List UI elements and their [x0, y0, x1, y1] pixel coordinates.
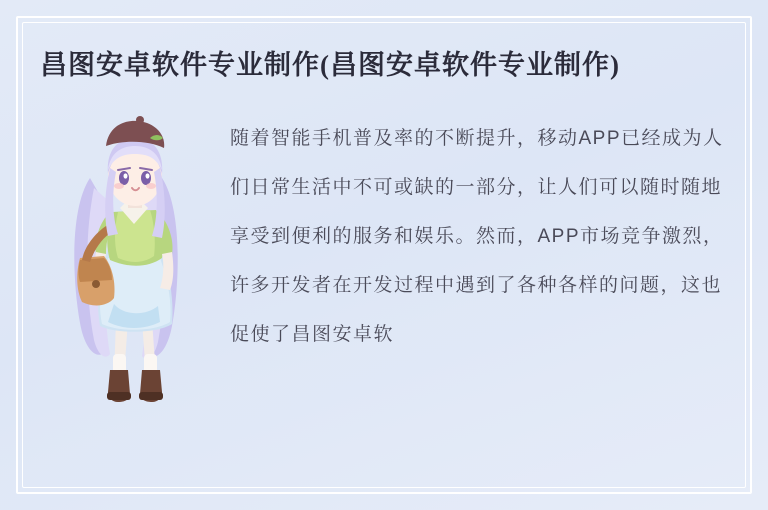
article-body [40, 108, 728, 438]
illustration-svg [50, 108, 220, 418]
article-content [40, 44, 728, 480]
anime-girl-illustration [50, 108, 220, 418]
page-title: 昌图安卓软件专业制作(昌图安卓软件专业制作) [40, 50, 620, 80]
article-paragraph: 随着智能手机普及率的不断提升，移动APP已经成为人们日常生活中不可或缺的一部分，让人们可以随时随地享受到便利的服务和娱乐。然而，APP市场竞争激烈，许多开发者在开发过程中遇到了各种各样的问题，这也促使了昌图安卓软 [230, 128, 724, 345]
